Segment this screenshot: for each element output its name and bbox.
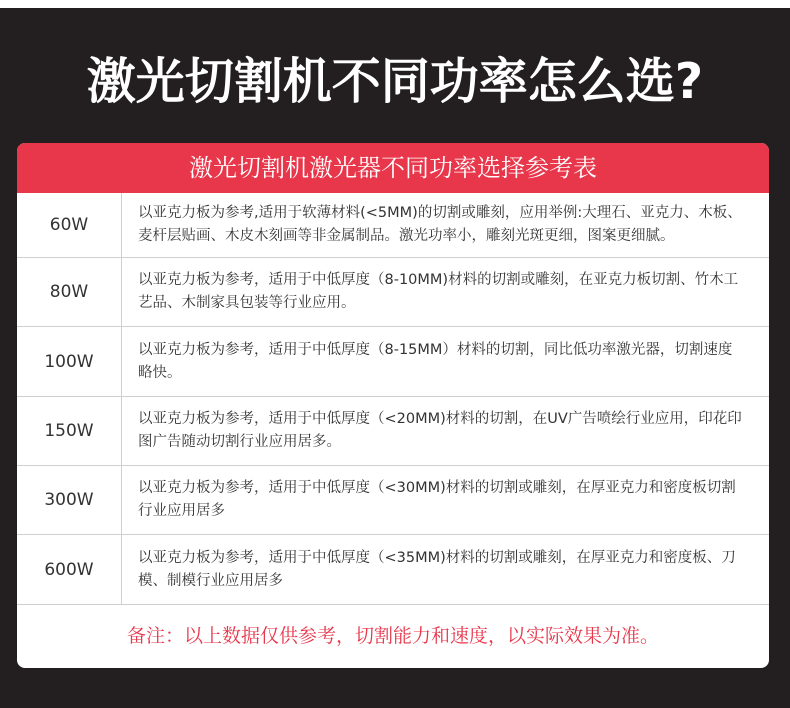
power-reference-card — [17, 143, 769, 668]
description-line: 以亚克力板为参考,适用于软薄材料(<5MM)的切割或雕刻，应用举例:大理石、亚克力、木板、 — [138, 205, 742, 221]
description-line: 图广告随动切割行业应用居多。 — [138, 434, 341, 450]
power-label: 80W — [17, 258, 122, 326]
power-description — [122, 466, 769, 534]
table-row — [17, 327, 769, 397]
description-line: 行业应用居多 — [138, 503, 225, 519]
table-row — [17, 193, 769, 258]
power-label: 300W — [17, 466, 122, 534]
table-header: 激光切割机激光器不同功率选择参考表 — [17, 143, 769, 193]
power-label: 150W — [17, 397, 122, 465]
power-description — [122, 535, 769, 604]
table-row — [17, 258, 769, 327]
description-line: 以亚克力板为参考，适用于中低厚度（<30MM)材料的切割或雕刻，在厚亚克力和密度板切割 — [138, 480, 736, 496]
description-line: 以亚克力板为参考，适用于中低厚度（<20MM)材料的切割，在UV广告喷绘行业应用，印花印 — [138, 411, 742, 427]
table-row — [17, 535, 769, 605]
power-description — [122, 397, 769, 465]
description-line: 艺品、木制家具包装等行业应用。 — [138, 295, 356, 311]
power-label: 60W — [17, 193, 122, 257]
power-label: 100W — [17, 327, 122, 396]
power-description — [122, 193, 769, 257]
top-strip — [0, 0, 790, 8]
description-line: 模、制模行业应用居多 — [138, 572, 283, 589]
power-description — [122, 327, 769, 396]
footnote: 备注：以上数据仅供参考，切割能力和速度，以实际效果为准。 — [126, 625, 659, 647]
description-line: 以亚克力板为参考，适用于中低厚度（<35MM)材料的切割或雕刻，在厚亚克力和密度板、刀 — [138, 549, 736, 566]
description-line: 麦杆层贴画、木皮木刻画等非金属制品。激光功率小，雕刻光斑更细，图案更细腻。 — [138, 228, 675, 244]
table-row — [17, 466, 769, 535]
description-line: 略快。 — [138, 364, 182, 381]
table-row — [17, 397, 769, 466]
description-line: 以亚克力板为参考，适用于中低厚度（8-10MM)材料的切割或雕刻，在亚克力板切割、竹木工 — [138, 272, 739, 288]
power-description — [122, 258, 769, 326]
description-line: 以亚克力板为参考，适用于中低厚度（8-15MM）材料的切割，同比低功率激光器，切割速度 — [138, 341, 733, 358]
power-label: 600W — [17, 535, 122, 604]
page-title: 激光切割机不同功率怎么选? — [86, 53, 704, 110]
